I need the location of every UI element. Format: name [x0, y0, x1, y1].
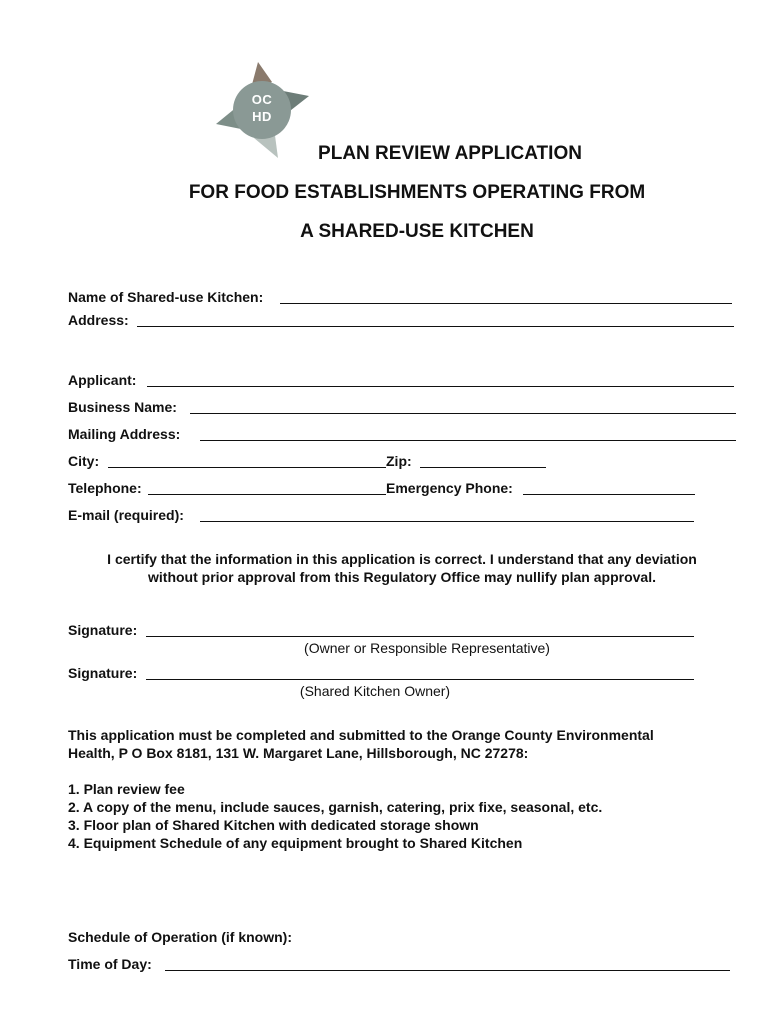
time-of-day-line[interactable] — [165, 956, 730, 971]
schedule-heading-label: Schedule of Operation (if known): — [68, 929, 292, 945]
applicant-label: Applicant: — [68, 372, 137, 388]
requirement-item: 3. Floor plan of Shared Kitchen with dedicated storage shown — [68, 817, 479, 833]
email-label: E-mail (required): — [68, 507, 184, 523]
zip-field — [386, 453, 412, 471]
title-line-1: PLAN REVIEW APPLICATION — [318, 143, 582, 164]
emergency-phone-field — [386, 480, 513, 498]
business-name-field — [68, 399, 177, 417]
title-line-3: A SHARED-USE KITCHEN — [300, 221, 534, 242]
signature-1-caption: (Owner or Responsible Representative) — [304, 640, 550, 656]
applicant-field — [68, 372, 136, 390]
signature-2-caption: (Shared Kitchen Owner) — [299, 683, 451, 699]
mailing-address-field — [68, 426, 180, 444]
address-label: Address: — [68, 312, 129, 328]
certification-line-2: without prior approval from this Regulatory Office may nullify plan approval. — [148, 569, 656, 585]
telephone-label: Telephone: — [68, 480, 142, 496]
business-name-line[interactable] — [190, 399, 736, 414]
email-field — [68, 507, 184, 525]
requirement-item: 1. Plan review fee — [68, 781, 185, 797]
signature-1-field — [68, 622, 137, 640]
city-line[interactable] — [108, 453, 386, 468]
schedule-heading — [68, 929, 292, 947]
telephone-line[interactable] — [148, 480, 386, 495]
emergency-phone-line[interactable] — [523, 480, 695, 495]
submission-instructions — [68, 726, 748, 762]
certification-statement — [72, 550, 732, 586]
address-line[interactable] — [137, 312, 734, 327]
time-of-day-field — [68, 956, 152, 974]
requirement-item: 4. Equipment Schedule of any equipment brought to Shared Kitchen — [68, 835, 523, 851]
zip-label: Zip: — [386, 453, 412, 469]
emergency-phone-label: Emergency Phone: — [386, 480, 513, 496]
signature-1-line[interactable] — [146, 622, 694, 637]
submission-line-1: This application must be completed and submitted to the Orange County Environmental — [68, 727, 654, 743]
city-field — [68, 453, 99, 471]
kitchen-name-label: Name of Shared-use Kitchen: — [68, 289, 264, 305]
signature-2-label: Signature: — [68, 665, 138, 681]
signature-1-label: Signature: — [68, 622, 138, 638]
telephone-field — [68, 480, 142, 498]
city-label: City: — [68, 453, 100, 469]
mailing-address-label: Mailing Address: — [68, 426, 181, 442]
zip-line[interactable] — [420, 453, 546, 468]
signature-2-field — [68, 665, 137, 683]
business-name-label: Business Name: — [68, 399, 177, 415]
time-of-day-label: Time of Day: — [68, 956, 152, 972]
requirement-item: 2. A copy of the menu, include sauces, garnish, catering, prix fixe, seasonal, etc. — [68, 799, 603, 815]
requirements-list — [68, 780, 748, 852]
logo-text-hd: HD — [252, 109, 272, 124]
applicant-line[interactable] — [147, 372, 734, 387]
mailing-address-line[interactable] — [200, 426, 736, 441]
signature-2-line[interactable] — [146, 665, 694, 680]
kitchen-name-line[interactable] — [280, 289, 732, 304]
title-line-2: FOR FOOD ESTABLISHMENTS OPERATING FROM — [188, 182, 646, 203]
logo-text-oc: OC — [251, 92, 273, 107]
submission-line-2: Health, P O Box 8181, 131 W. Margaret Lane, Hillsborough, NC 27278: — [68, 745, 529, 761]
kitchen-name-field — [68, 289, 263, 307]
address-field — [68, 312, 129, 330]
certification-line-1: I certify that the information in this application is correct. I understand that any deviation — [107, 551, 697, 567]
email-line[interactable] — [200, 507, 694, 522]
